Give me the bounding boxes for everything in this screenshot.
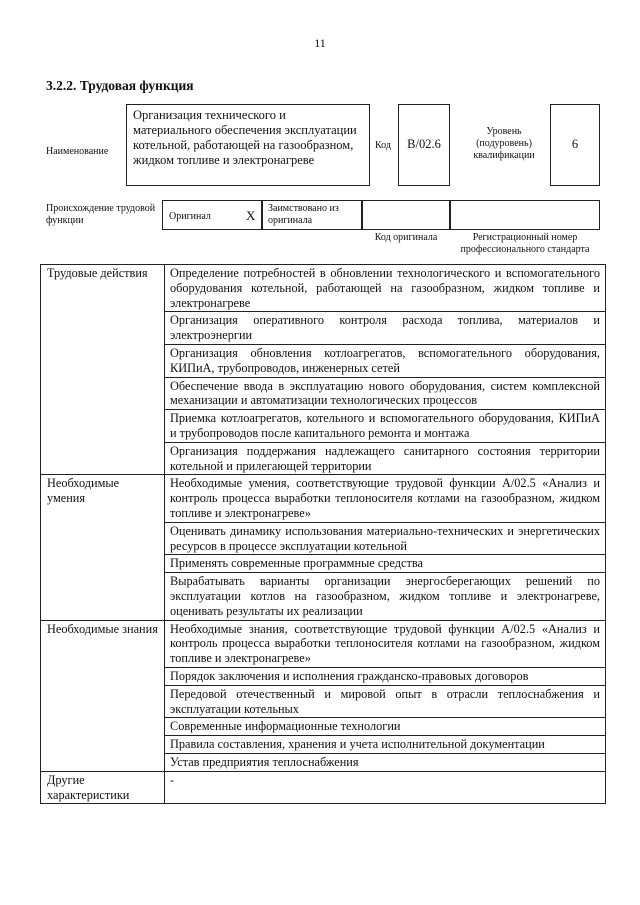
reg-number-cell: [450, 200, 600, 230]
item-cell: Вырабатывать варианты организации энергосберегающих решений по эксплуатации котлов на газообразном, жидком топливе и электронагреве, оценивать результаты их реализации: [165, 573, 606, 620]
function-name: Организация технического и материального обеспечения эксплуатации котельной, работающей на газообразном, жидком топливе и электронагреве: [126, 104, 370, 186]
item-cell: Организация оперативного контроля расхода топлива, материалов и электроэнергии: [165, 312, 606, 345]
item-cell: Применять современные программные средства: [165, 555, 606, 573]
item-cell: Приемка котлоагрегатов, котельного и вспомогательного оборудования, КИПиА и трубопроводов после капитального ремонта и монтажа: [165, 410, 606, 443]
category-cell: Необходимые знания: [41, 620, 165, 771]
item-cell: -: [165, 771, 606, 804]
item-cell: Определение потребностей в обновлении технологического и вспомогательного оборудования котельной, работающей на газообразном, жидком топливе и электронагреве: [165, 265, 606, 312]
table-row: [41, 265, 606, 312]
item-cell: Передовой отечественный и мировой опыт в отрасли теплоснабжения и эксплуатации котельных: [165, 685, 606, 718]
qualification-level-value: 6: [550, 104, 600, 186]
code-value: B/02.6: [398, 104, 450, 186]
table-row: [41, 475, 606, 522]
item-cell: Организация обновления котлоагрегатов, вспомогательного оборудования, КИПиА, трубопроводов, инженерных сетей: [165, 344, 606, 377]
category-cell: Другие характеристики: [41, 771, 165, 804]
borrowed-cell: Заимствовано из оригинала: [262, 200, 362, 230]
category-cell: Трудовые действия: [41, 265, 165, 475]
table-row: [41, 620, 606, 667]
section-title: 3.2.2. Трудовая функция: [46, 78, 194, 93]
table-row: [41, 771, 606, 804]
function-details-table: [40, 264, 606, 804]
name-label: Наименование: [46, 146, 109, 157]
origin-label: Происхождение трудовой функции: [46, 203, 156, 226]
item-cell: Необходимые знания, соответствующие трудовой функции A/02.5 «Анализ и контроль процесса выработки теплоносителя котлами на газообразном, жидком топливе и электронагреве»: [165, 620, 606, 667]
item-cell: Оценивать динамику использования материально-технических и энергетических ресурсов в процессе эксплуатации котельной: [165, 522, 606, 555]
original-cell: [162, 200, 262, 230]
original-mark: X: [246, 208, 256, 223]
item-cell: Обеспечение ввода в эксплуатацию нового оборудования, систем комплексной механизации и автоматизации технологических процессов: [165, 377, 606, 410]
item-cell: Современные информационные технологии: [165, 718, 606, 736]
item-cell: Порядок заключения и исполнения гражданско-правовых договоров: [165, 667, 606, 685]
item-cell: Организация поддержания надлежащего санитарного состояния территории котельной и прилегающей территории: [165, 442, 606, 475]
original-code-label: Код оригинала: [374, 232, 438, 243]
qualification-level-label: Уровень (подуровень) квалификации: [473, 126, 535, 161]
item-cell: Необходимые умения, соответствующие трудовой функции A/02.5 «Анализ и контроль процесса выработки теплоносителя котлами на газообразном, жидком топливе и электронагреве»: [165, 475, 606, 522]
page-number: 11: [314, 36, 326, 50]
reg-number-label: Регистрационный номер профессионального стандарта: [460, 232, 590, 255]
original-label: Оригинал: [169, 211, 211, 222]
item-cell: Устав предприятия теплоснабжения: [165, 753, 606, 771]
code-label: Код: [375, 140, 391, 151]
original-code-cell: [362, 200, 450, 230]
item-cell: Правила составления, хранения и учета исполнительной документации: [165, 736, 606, 754]
category-cell: Необходимые умения: [41, 475, 165, 620]
